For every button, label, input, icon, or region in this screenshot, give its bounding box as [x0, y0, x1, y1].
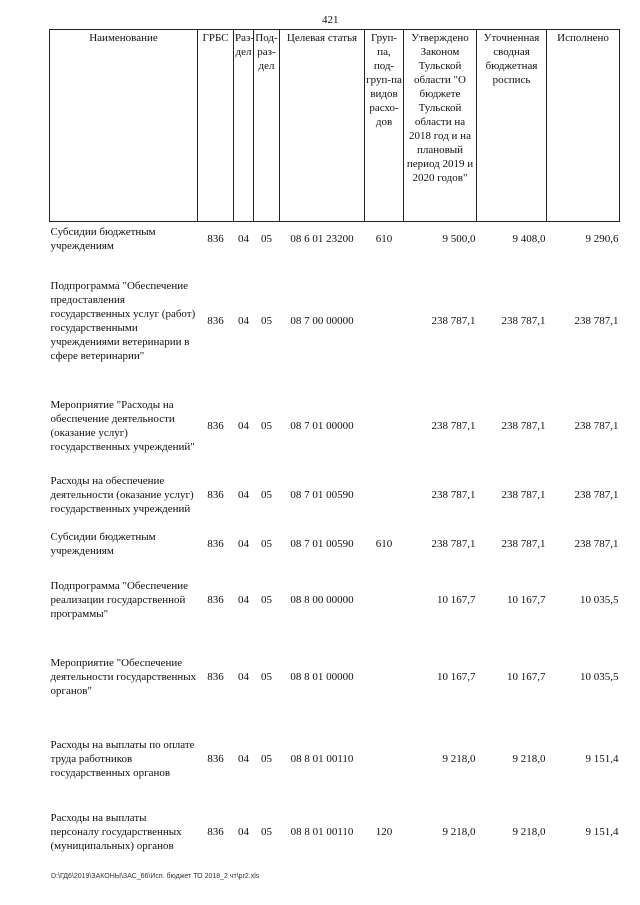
row-razdel: 04	[238, 537, 249, 550]
row-executed: 9 151,4	[585, 753, 619, 765]
row-razdel: 04	[238, 825, 249, 838]
row-approved: 9 218,0	[442, 825, 476, 838]
row-name: Подпрограмма "Обеспечение предоставления государственных услуг (работ) государственными учреждениями ветеринарии в сфере ветеринарии"	[50, 280, 196, 362]
header-group: Груп-па, под-груп-па видов расхо-дов	[365, 30, 404, 222]
row-refined: 9 408,0	[512, 232, 546, 245]
row-refined: 9 218,0	[512, 825, 546, 838]
row-name: Расходы на выплаты персоналу государственных (муниципальных) органов	[50, 811, 182, 852]
row-approved: 238 787,1	[431, 488, 476, 501]
row-name: Мероприятие "Обеспечение деятельности государственных органов"	[50, 656, 197, 697]
row-podrazdel: 05	[261, 419, 272, 432]
row-approved: 238 787,1	[431, 419, 476, 432]
table-row	[50, 465, 620, 525]
header-name: Наименование	[50, 30, 198, 222]
row-group	[365, 256, 404, 387]
row-target: 08 8 00 00000	[290, 593, 354, 606]
row-approved: 238 787,1	[431, 537, 476, 550]
header-razdel: Раз-дел	[234, 30, 254, 222]
row-executed: 238 787,1	[574, 537, 619, 550]
row-group: 610	[375, 232, 393, 245]
row-podrazdel: 05	[261, 232, 272, 245]
row-refined: 238 787,1	[501, 315, 546, 327]
row-approved: 10 167,7	[437, 670, 476, 683]
row-group: 120	[375, 825, 393, 838]
row-refined: 238 787,1	[501, 419, 546, 432]
row-target: 08 7 01 00000	[290, 419, 354, 432]
row-target: 08 7 00 00000	[290, 315, 354, 327]
row-podrazdel: 05	[261, 753, 272, 765]
row-refined: 9 218,0	[512, 753, 546, 765]
row-razdel: 04	[238, 232, 249, 245]
row-target: 08 8 01 00110	[290, 825, 354, 838]
header-grbs: ГРБС	[198, 30, 234, 222]
row-razdel: 04	[238, 488, 249, 501]
row-refined: 10 167,7	[507, 670, 546, 683]
row-grbs: 836	[207, 670, 224, 683]
row-name: Расходы на выплаты по оплате труда работников государственных органов	[50, 739, 195, 779]
row-executed: 238 787,1	[574, 488, 619, 501]
row-podrazdel: 05	[261, 488, 272, 501]
table-row	[50, 222, 620, 256]
row-target: 08 8 01 00110	[290, 753, 354, 765]
row-name: Субсидии бюджетным учреждениям	[50, 530, 156, 557]
row-name: Субсидии бюджетным учреждениям	[50, 225, 156, 252]
row-razdel: 04	[238, 315, 249, 327]
row-podrazdel: 05	[261, 537, 272, 550]
header-row	[50, 30, 620, 222]
row-executed: 238 787,1	[574, 315, 619, 327]
row-executed: 10 035,5	[580, 593, 619, 606]
row-grbs: 836	[207, 753, 224, 765]
row-podrazdel: 05	[261, 825, 272, 838]
header-approved: Утверждено Законом Тульской области "О бюджете Тульской области на 2018 год и на плановый период 2019 и 2020 годов"	[404, 30, 477, 222]
row-razdel: 04	[238, 670, 249, 683]
row-podrazdel: 05	[261, 670, 272, 683]
row-approved: 238 787,1	[431, 315, 476, 327]
row-approved: 9 218,0	[442, 753, 476, 765]
row-podrazdel: 05	[261, 315, 272, 327]
row-grbs: 836	[207, 232, 224, 245]
row-group	[365, 637, 404, 717]
row-group	[365, 387, 404, 465]
row-refined: 10 167,7	[507, 593, 546, 606]
row-grbs: 836	[207, 488, 224, 501]
row-group	[365, 465, 404, 525]
row-grbs: 836	[207, 315, 224, 327]
row-grbs: 836	[207, 825, 224, 838]
header-target: Целевая статья	[280, 30, 365, 222]
row-name: Расходы на обеспечение деятельности (оказание услуг) государственных учреждений	[50, 474, 194, 515]
table-row	[50, 256, 620, 387]
row-target: 08 7 01 00590	[290, 488, 354, 501]
row-approved: 10 167,7	[437, 593, 476, 606]
row-razdel: 04	[238, 753, 249, 765]
header-executed: Исполнено	[547, 30, 620, 222]
table-row	[50, 387, 620, 465]
row-group	[365, 717, 404, 802]
page-number: 421	[322, 14, 339, 26]
row-target: 08 6 01 23200	[290, 232, 354, 245]
header-refined: Уточненная сводная бюджетная роспись	[477, 30, 547, 222]
row-executed: 10 035,5	[580, 670, 619, 683]
row-name: Подпрограмма "Обеспечение реализации государственной программы"	[50, 579, 188, 620]
row-group: 610	[375, 537, 393, 550]
row-executed: 9 151,4	[585, 825, 619, 838]
row-grbs: 836	[207, 419, 224, 432]
row-target: 08 8 01 00000	[290, 670, 354, 683]
row-podrazdel: 05	[261, 593, 272, 606]
row-razdel: 04	[238, 419, 249, 432]
row-grbs: 836	[207, 593, 224, 606]
row-approved: 9 500,0	[442, 232, 476, 245]
table-row	[50, 717, 620, 802]
row-grbs: 836	[207, 537, 224, 550]
row-executed: 238 787,1	[574, 419, 619, 432]
table-row	[50, 637, 620, 717]
row-razdel: 04	[238, 593, 249, 606]
row-group	[365, 563, 404, 637]
header-podrazdel: Под-раз-дел	[254, 30, 280, 222]
file-path-footer: D:\ГД6\2019\ЗАКОНЫ\ЗАС_66\Исп. бюджет ТО 2018_2 чт\pr2.xls	[51, 873, 260, 880]
table-row	[50, 802, 620, 862]
row-name: Мероприятие "Расходы на обеспечение деятельности (оказание услуг) государственных учреждений"	[50, 398, 195, 453]
row-refined: 238 787,1	[501, 488, 546, 501]
row-executed: 9 290,6	[585, 232, 619, 245]
table-row	[50, 563, 620, 637]
row-target: 08 7 01 00590	[290, 537, 354, 550]
row-refined: 238 787,1	[501, 537, 546, 550]
budget-table	[49, 29, 620, 862]
table-row	[50, 525, 620, 563]
